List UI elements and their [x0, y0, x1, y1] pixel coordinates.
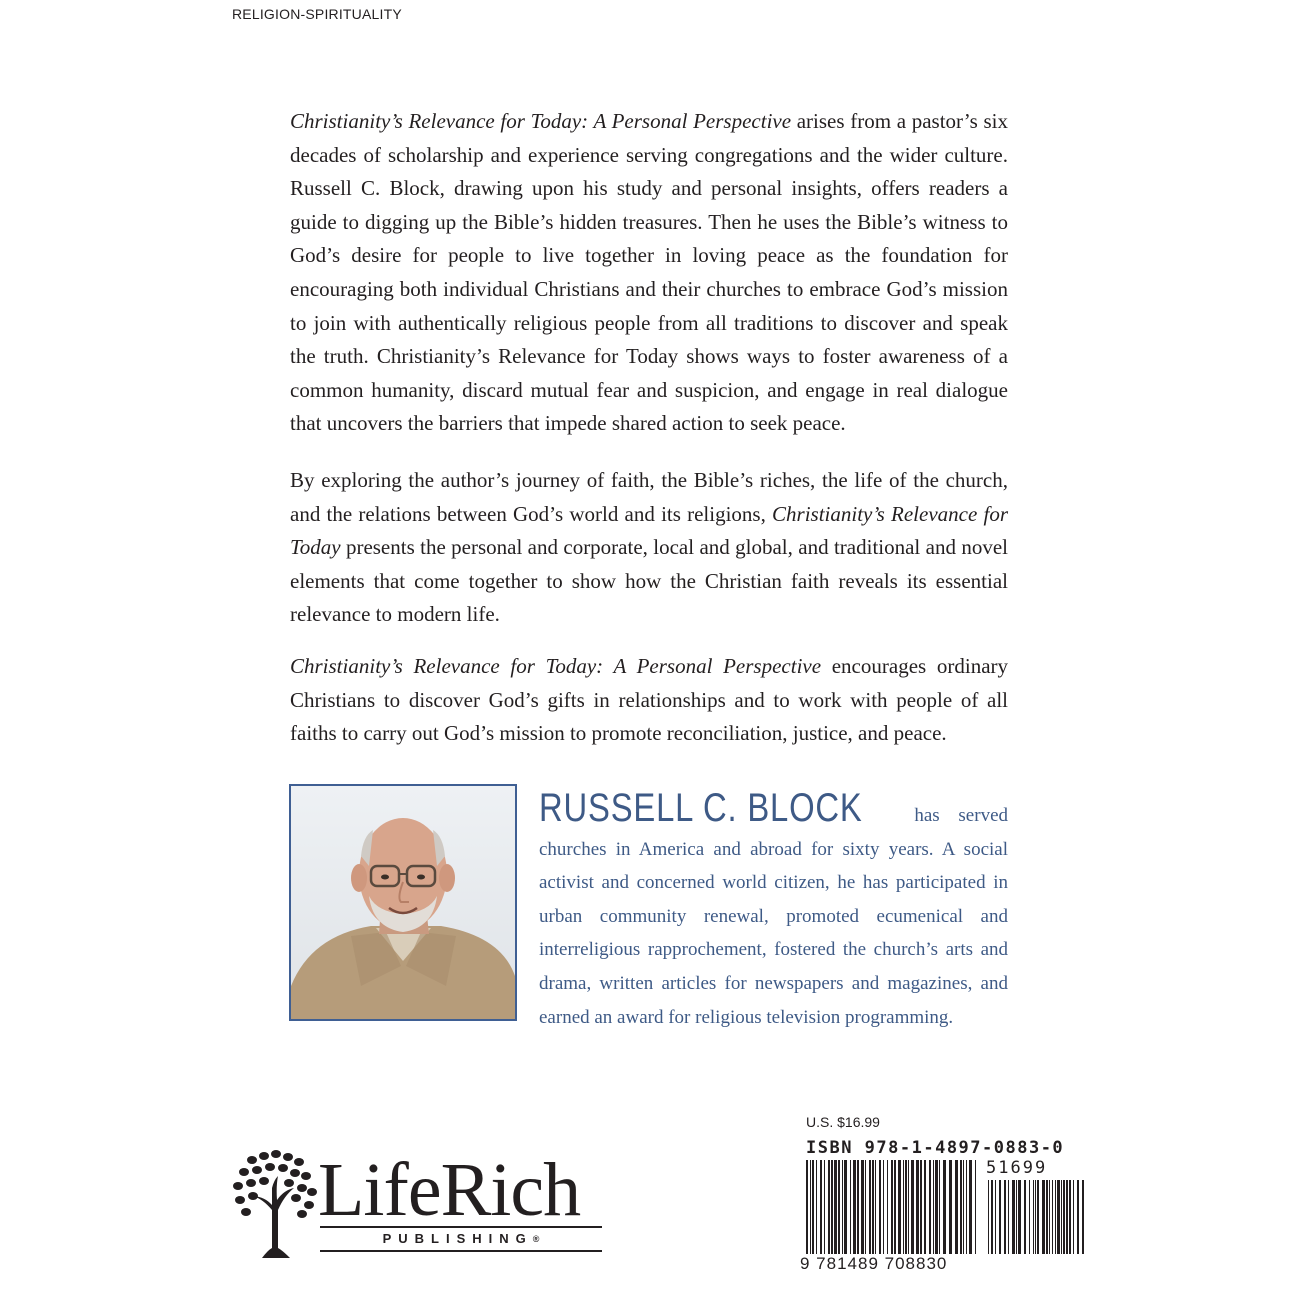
- barcode-bar: [1066, 1180, 1068, 1254]
- barcode-bar: [894, 1160, 896, 1254]
- barcode-bar: [887, 1160, 888, 1254]
- category-label: RELIGION-SPIRITUALITY: [232, 6, 402, 22]
- barcode-bar: [1029, 1180, 1030, 1254]
- barcode-bar: [875, 1160, 876, 1254]
- price-label: U.S. $16.99: [806, 1114, 880, 1130]
- barcode-bar: [834, 1160, 837, 1254]
- barcode-bar: [842, 1160, 843, 1254]
- barcode-bar: [1069, 1180, 1071, 1254]
- barcode-bar: [824, 1160, 825, 1254]
- barcode-bar: [943, 1160, 946, 1254]
- barcode-bar: [820, 1160, 822, 1254]
- barcode-bar: [891, 1160, 893, 1254]
- barcode-bar: [939, 1160, 940, 1254]
- barcode-bar: [975, 1160, 976, 1254]
- barcode-bar: [908, 1160, 909, 1254]
- barcode-bar: [853, 1160, 856, 1254]
- publisher-subtitle: PUBLISHING®: [320, 1226, 602, 1252]
- author-bio: [539, 786, 1009, 1034]
- barcode-bar: [1016, 1180, 1017, 1254]
- barcode-bar: [1004, 1180, 1006, 1254]
- description-paragraph-3: [290, 650, 1008, 751]
- barcode-bar: [1057, 1180, 1060, 1254]
- barcode-bar: [838, 1160, 840, 1254]
- publisher-logo: [232, 1150, 602, 1260]
- barcode-bar: [1077, 1180, 1079, 1254]
- book-title-italic: Christianity’s Relevance for Today: [290, 501, 1008, 560]
- barcode-bar: [905, 1160, 907, 1254]
- barcode-bar: [812, 1160, 814, 1254]
- barcode-bar: [816, 1160, 817, 1254]
- barcode-bar: [865, 1160, 866, 1254]
- barcode-bar: [933, 1160, 934, 1254]
- barcode-bar: [857, 1160, 859, 1254]
- barcode-bar: [949, 1160, 952, 1254]
- barcode-bar: [1033, 1180, 1034, 1254]
- paragraph-text: encourages ordinary Christians to discover God’s gifts in relationships and to work with people of all faiths to carry out God’s mission to promote reconciliation, justice, and peace.: [290, 654, 1009, 746]
- barcode-digits: 9 781489 708830: [800, 1254, 948, 1273]
- barcode-bar: [1063, 1180, 1065, 1254]
- barcode-bar: [916, 1160, 919, 1254]
- barcode-bar: [831, 1160, 833, 1254]
- barcode-bar: [988, 1180, 989, 1254]
- tree-icon: [232, 1150, 318, 1260]
- barcode-bar: [872, 1160, 874, 1254]
- barcode-bar: [1042, 1180, 1045, 1254]
- barcode-bar: [1012, 1180, 1015, 1254]
- barcode-bar: [1061, 1180, 1062, 1254]
- barcode-bar: [1037, 1180, 1039, 1254]
- barcode-bar: [991, 1180, 993, 1254]
- barcode-bar: [1082, 1180, 1084, 1254]
- barcode-bar: [806, 1160, 808, 1254]
- barcode-bar: [935, 1160, 938, 1254]
- paragraph-text: presents the personal and corporate, local and global, and traditional and novel elements that come together to show how the Christian faith reveals its essential relevance to modern life.: [290, 535, 1008, 627]
- barcode-bar: [924, 1160, 926, 1254]
- paragraph-text: arises from a pastor’s six decades of scholarship and experience serving congregations and the wider culture. Russell C. Block, drawing upon his study and personal insights, offers readers a guide to digging up the Bible’s hidden treasures. Then he uses the Bible’s witness to God’s desire for people to live together in loving peace as the foundation for encouraging both individual Christians and their churches to embrace God’s mission to join with authentically religious people from all traditions to discover and speak the truth. Christianity’s Relevance for Today shows ways to foster awareness of a common humanity, discard mutual fear and suspicion, and engage in real dialogue that uncovers the barriers that impede shared action to seek peace.: [290, 109, 1008, 436]
- barcode-bar: [955, 1160, 958, 1254]
- barcode-bar: [883, 1160, 884, 1254]
- isbn-label: ISBN 978-1-4897-0883-0: [806, 1138, 1065, 1158]
- barcode-bar: [920, 1160, 922, 1254]
- author-bio-text: has served churches in America and abroad for sixty years. A social activist and concerned world citizen, he has participated in urban community renewal, promoted ecumenical and interreligious rapprochement, fostered the church’s arts and drama, written articles for newspapers and magazines, and earned an award for religious television programming.: [539, 805, 1009, 1028]
- barcode-bar: [1035, 1180, 1036, 1254]
- description-paragraph-2: [290, 464, 1008, 632]
- barcode-addon-number: 51699: [986, 1158, 1048, 1178]
- barcode-bar: [828, 1160, 830, 1254]
- paragraph-text: By exploring the author’s journey of faith, the Bible’s riches, the life of the church, and the relations between God’s world and its religions,: [290, 468, 1008, 526]
- barcode-bar: [861, 1160, 864, 1254]
- barcode-bar: [879, 1160, 881, 1254]
- barcode-bar: [903, 1160, 904, 1254]
- barcode-bar: [1046, 1180, 1048, 1254]
- barcode-bar: [810, 1160, 811, 1254]
- barcode-bar: [1049, 1180, 1050, 1254]
- book-title-italic: Christianity’s Relevance for Today: A Personal Perspective: [290, 109, 792, 133]
- barcode-bar: [995, 1180, 996, 1254]
- barcode-bar: [963, 1160, 964, 1254]
- barcode-bar: [1024, 1180, 1026, 1254]
- barcode-bar: [1008, 1180, 1009, 1254]
- barcode-bar: [999, 1180, 1001, 1254]
- book-title-italic: Christianity’s Relevance for Today: A Personal Perspective: [290, 654, 822, 678]
- barcode-bar: [869, 1160, 871, 1254]
- barcode-bar: [844, 1160, 847, 1254]
- barcode-bar: [850, 1160, 851, 1254]
- description-paragraph-1: [290, 105, 1008, 441]
- barcode-bar: [1073, 1180, 1074, 1254]
- barcode-bar: [1055, 1180, 1056, 1254]
- barcode-bar: [929, 1160, 931, 1254]
- barcode-bar: [898, 1160, 901, 1254]
- barcode-bar: [966, 1160, 967, 1254]
- barcode-bar: [969, 1160, 972, 1254]
- barcode-bar: [911, 1160, 914, 1254]
- barcode-bar: [1018, 1180, 1021, 1254]
- barcode-bar: [960, 1160, 962, 1254]
- author-name: RUSSELL C. BLOCK: [539, 786, 863, 830]
- barcode-bar: [1052, 1180, 1053, 1254]
- author-photo: [289, 784, 517, 1021]
- publisher-name: LifeRich: [318, 1148, 581, 1232]
